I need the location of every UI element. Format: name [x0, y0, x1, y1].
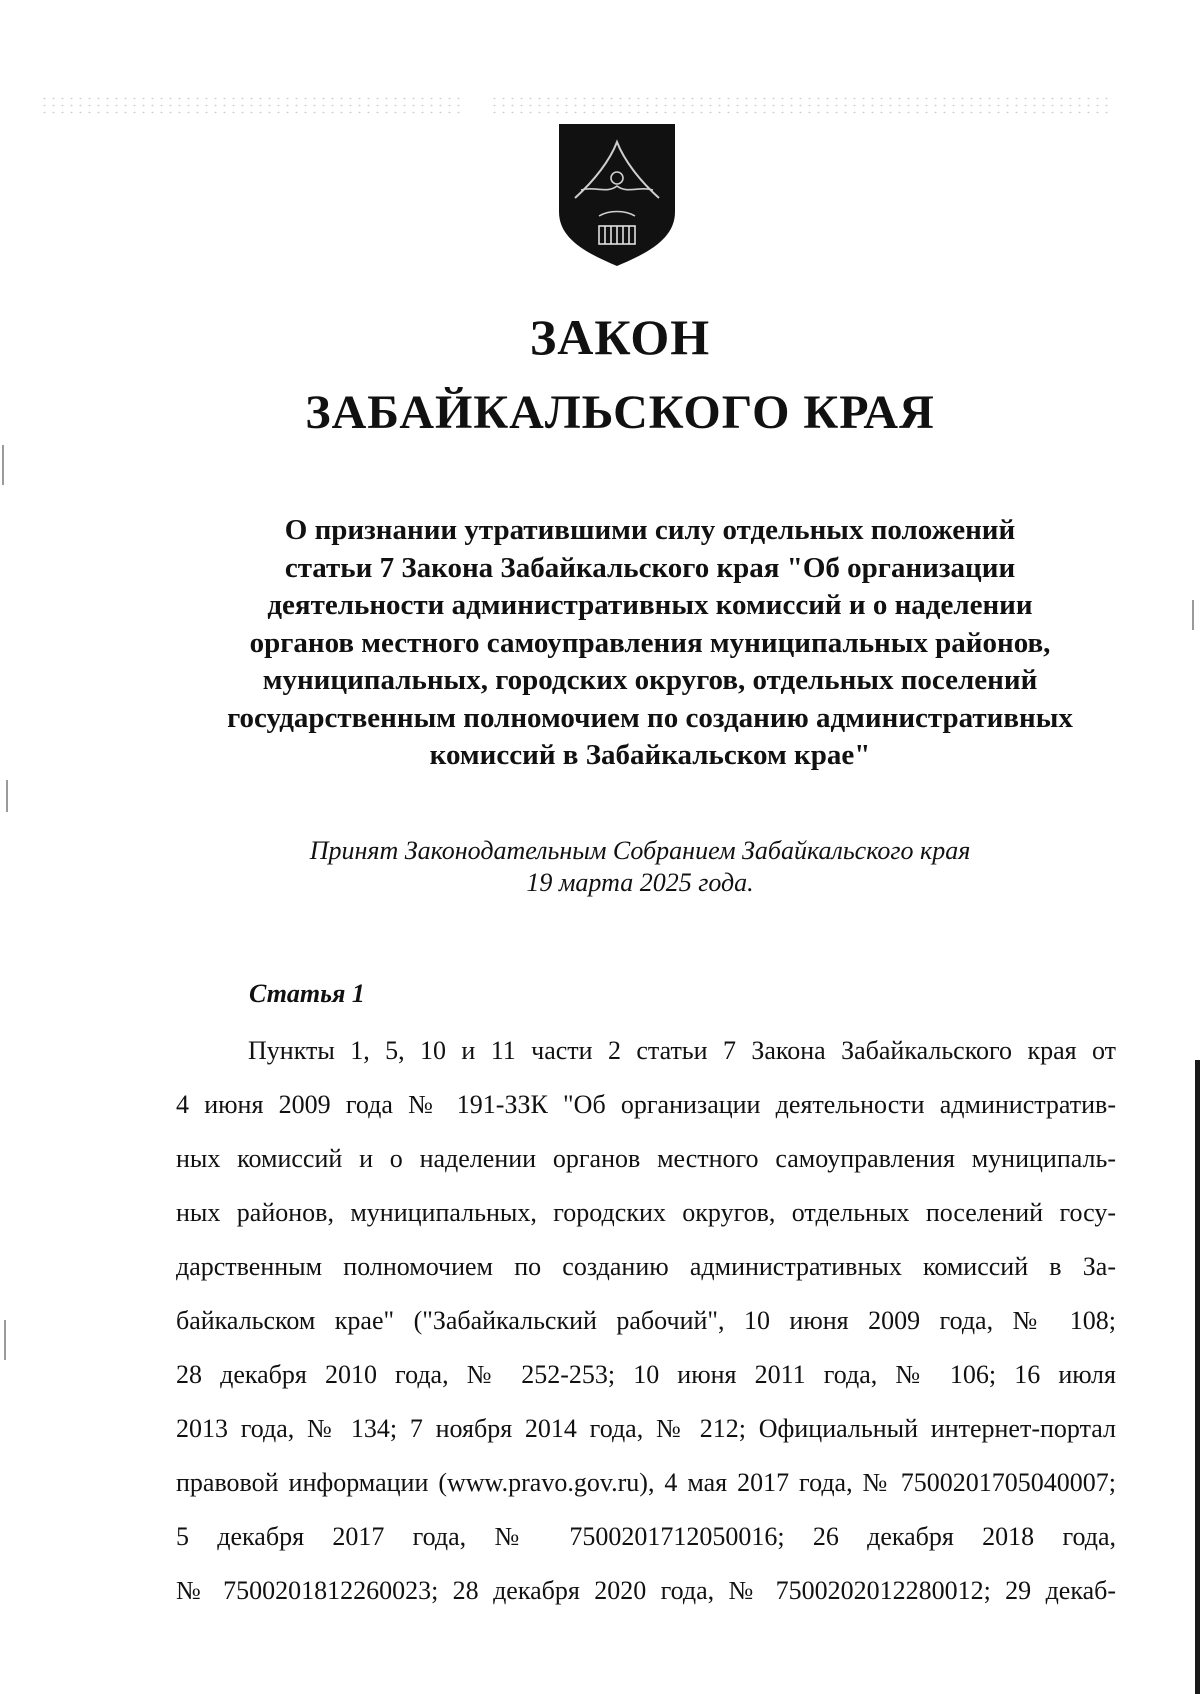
adoption-note	[200, 835, 1080, 899]
scan-edge-shadow	[1195, 1060, 1200, 1694]
article-line: байкальском крае" ("Забайкальский рабочий", 10 июня 2009 года, № 108;	[176, 1306, 1116, 1335]
article-body	[176, 1024, 1116, 1618]
article-heading: Статья 1	[249, 979, 365, 1008]
adoption-date: 19 марта 2025 года.	[526, 868, 754, 897]
article-line: ных районов, муниципальных, городских округов, отдельных поселений госу-	[176, 1198, 1116, 1227]
scan-edge-mark	[4, 1320, 6, 1360]
scan-edge-mark	[6, 780, 8, 812]
scan-noise	[40, 95, 460, 117]
article-line: Пункты 1, 5, 10 и 11 части 2 статьи 7 Закона Забайкальского края от	[248, 1036, 1116, 1065]
article-line: 2013 года, № 134; 7 ноября 2014 года, № 212; Официальный интернет-портал	[176, 1414, 1116, 1443]
article-line: правовой информации (www.pravo.gov.ru), 4 мая 2017 года, № 7500201705040007;	[176, 1468, 1116, 1497]
law-subject-line: комиссий в Забайкальском крае"	[429, 739, 871, 771]
article-line: ных комиссий и о наделении органов местного самоуправления муниципаль-	[176, 1144, 1116, 1173]
article-line: 28 декабря 2010 года, № 252-253; 10 июня 2011 года, № 106; 16 июля	[176, 1360, 1116, 1389]
law-subject-line: муниципальных, городских округов, отдельных поселений	[262, 664, 1038, 696]
scan-edge-mark	[1192, 600, 1194, 630]
law-subject	[160, 512, 1140, 775]
article-line: 4 июня 2009 года № 191-ЗЗК "Об организации деятельности административ-	[176, 1090, 1116, 1119]
scan-edge-mark	[2, 445, 4, 485]
law-subject-line: органов местного самоуправления муниципальных районов,	[249, 626, 1051, 659]
article-line: № 7500201812260023; 28 декабря 2020 года, № 7500202012280012; 29 декаб-	[176, 1576, 1116, 1605]
law-subject-line: деятельности административных комиссий и о наделении	[267, 589, 1033, 621]
document-type-title: ЗАКОН	[529, 309, 711, 365]
law-subject-line: статьи 7 Закона Забайкальского края "Об организации	[284, 551, 1016, 584]
article-line: дарственным полномочием по созданию административных комиссий в За-	[176, 1252, 1116, 1281]
adoption-body: Принят Законодательным Собранием Забайкальского края	[309, 836, 971, 865]
article-line: 5 декабря 2017 года, № 7500201712050016; 26 декабря 2018 года,	[176, 1522, 1116, 1551]
law-subject-line: О признании утратившими силу отдельных положений	[284, 514, 1016, 546]
issuing-region-title: ЗАБАЙКАЛЬСКОГО КРАЯ	[305, 386, 935, 439]
coat-of-arms-icon	[555, 120, 679, 268]
scan-noise	[490, 95, 1110, 117]
law-subject-line: государственным полномочием по созданию административных	[227, 701, 1073, 734]
